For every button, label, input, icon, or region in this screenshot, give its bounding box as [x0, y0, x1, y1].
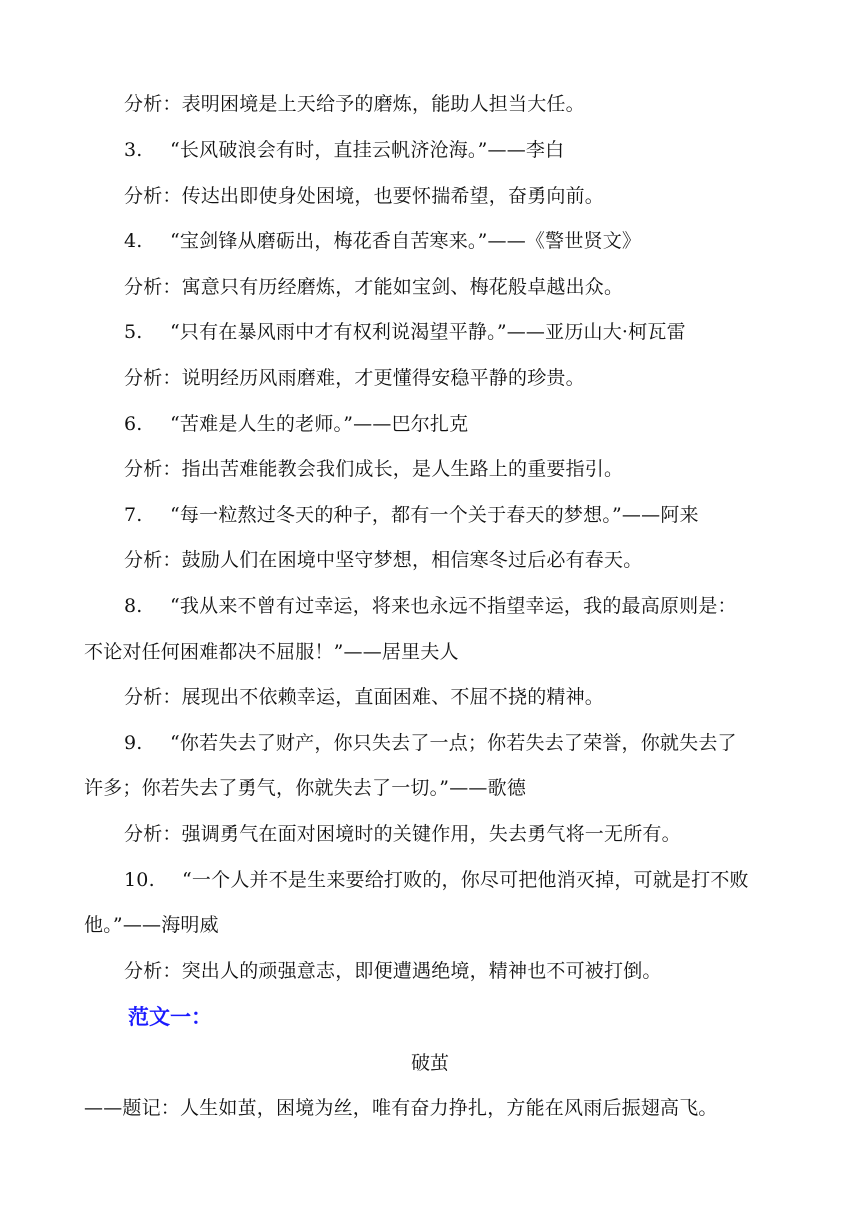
- quote-number: 8.: [124, 595, 143, 617]
- quote-10-line-2: 他。”——海明威: [84, 914, 219, 936]
- quote-3: [124, 138, 824, 162]
- essay-epigraph: ——题记：人生如茧，困境为丝，唯有奋力挣扎，方能在风雨后振翅高飞。: [84, 1097, 718, 1119]
- analysis-4: 分析：寓意只有历经磨炼，才能如宝剑、梅花般卓越出众。: [124, 276, 624, 298]
- quote-number: 10.: [124, 869, 155, 891]
- quote-number: 6.: [124, 413, 143, 435]
- essay-heading: 范文一：: [128, 1004, 212, 1029]
- quote-text: “长风破浪会有时，直挂云帆济沧海。”——李白: [170, 139, 565, 161]
- analysis-5: 分析：说明经历风雨磨难，才更懂得安稳平静的珍贵。: [124, 367, 585, 389]
- essay-title: 破茧: [410, 1052, 449, 1074]
- quote-text: “宝剑锋从磨砺出，梅花香自苦寒来。”——《警世贤文》: [170, 230, 642, 252]
- quote-5: [124, 320, 824, 344]
- analysis-7: 分析：鼓励人们在困境中坚守梦想，相信寒冬过后必有春天。: [124, 549, 643, 571]
- quote-text: “每一粒熬过冬天的种子，都有一个关于春天的梦想。”——阿来: [170, 504, 699, 526]
- quote-8-line-2: 不论对任何困难都决不屈服！”——居里夫人: [84, 641, 459, 663]
- quote-6: [124, 412, 824, 436]
- quote-number: 9.: [124, 732, 143, 754]
- analysis-3: 分析：传达出即使身处困境，也要怀揣希望，奋勇向前。: [124, 185, 605, 207]
- quote-number: 4.: [124, 230, 143, 252]
- quote-4: [124, 229, 824, 253]
- quote-7: [124, 503, 824, 527]
- quote-text: “只有在暴风雨中才有权利说渴望平静。”——亚历山大·柯瓦雷: [170, 321, 686, 343]
- quote-number: 5.: [124, 321, 143, 343]
- quote-9-line-2: 许多；你若失去了勇气，你就失去了一切。”——歌德: [84, 777, 527, 799]
- quote-text: “你若失去了财产，你只失去了一点；你若失去了荣誉，你就失去了: [170, 732, 737, 754]
- quote-text: “我从来不曾有过幸运，将来也永远不指望幸运，我的最高原则是：: [170, 595, 737, 617]
- quote-number: 7.: [124, 504, 143, 526]
- analysis-8: 分析：展现出不依赖幸运，直面困难、不屈不挠的精神。: [124, 686, 605, 708]
- quote-text: “苦难是人生的老师。”——巴尔扎克: [170, 413, 469, 435]
- quote-text: “一个人并不是生来要给打败的，你尽可把他消灭掉，可就是打不败: [182, 869, 749, 891]
- analysis-10: 分析：突出人的顽强意志，即便遭遇绝境，精神也不可被打倒。: [124, 960, 662, 982]
- quote-number: 3.: [124, 139, 143, 161]
- analysis-2: 分析：表明困境是上天给予的磨炼，能助人担当大任。: [124, 93, 585, 115]
- quote-10-line-1: [124, 868, 824, 892]
- analysis-9: 分析：强调勇气在面对困境时的关键作用，失去勇气将一无所有。: [124, 823, 681, 845]
- quote-9-line-1: [124, 731, 824, 755]
- analysis-6: 分析：指出苦难能教会我们成长，是人生路上的重要指引。: [124, 458, 624, 480]
- quote-8-line-1: [124, 594, 824, 618]
